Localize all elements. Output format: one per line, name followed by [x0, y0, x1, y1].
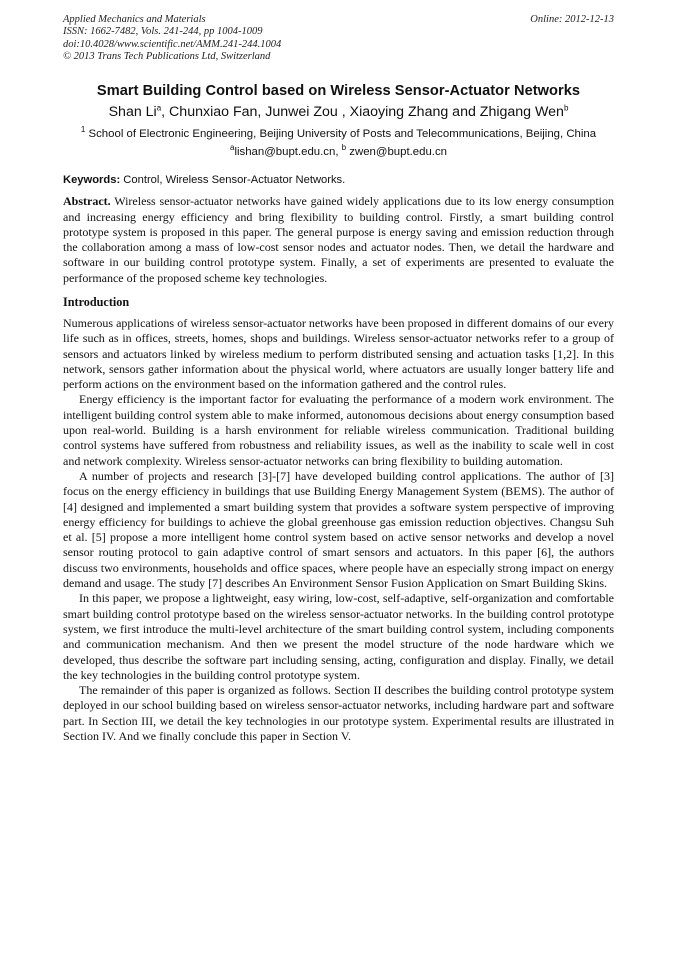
running-header: [63, 14, 614, 64]
author-emails: [63, 143, 614, 159]
paper-title: Smart Building Control based on Wireless Sensor-Actuator Networks: [96, 82, 581, 99]
intro-paragraph-5: The remainder of this paper is organized as follows. Section II describes the building control prototype system deployed in our school building based on wireless sensor-actuator networks, including hardware part and software part. In Section III, we detail the key technologies in our prototype system. Experimental results are illustrated in Section IV. And we finally conclude this paper in Section V.: [63, 683, 614, 744]
doi-line: doi:10.4028/www.scientific.net/AMM.241-244.1004: [63, 38, 282, 50]
abstract: [63, 194, 614, 286]
email-b: zwen@bupt.edu.cn: [346, 146, 447, 159]
abstract-label: Abstract.: [63, 194, 111, 209]
last-author-sup: b: [563, 102, 569, 112]
journal-name: Applied Mechanics and Materials: [63, 14, 206, 25]
affiliation-text: School of Electronic Engineering, Beijing University of Posts and Telecommunications, Beijing, China: [88, 127, 597, 140]
keywords-label: Keywords:: [63, 174, 121, 187]
email-a: lishan@bupt.edu.cn,: [234, 146, 342, 159]
intro-paragraph-1: Numerous applications of wireless sensor-actuator networks have been proposed in different domains of our every life such as in offices, streets, homes, shops and buildings. Wireless sensor-actuator networks refer to a group of sensors and actuators linked by wireless medium to perform distributed sensing and actuation tasks [1,2]. In this network, sensors gather information about the physical world, where actuators are usually longer battery life and perform actions on the environment based on the information gathered and the control rules.: [63, 316, 614, 392]
copyright-line: © 2013 Trans Tech Publications Ltd, Switzerland: [63, 51, 271, 63]
email-sup-a: a: [230, 143, 235, 153]
email-sup-b: b: [341, 143, 347, 153]
author-list: [63, 104, 614, 120]
keywords: [63, 174, 614, 186]
affiliation: [63, 124, 614, 143]
paper-page: [63, 14, 614, 744]
intro-paragraph-4: In this paper, we propose a lightweight, easy wiring, low-cost, self-adaptive, self-organization and comfortable smart building control prototype based on the wireless sensor-actuator networks. In the building control prototype system, we first introduce the multi-level architecture of the smart building control system, including components and communication mechanism. And then we present the model structure of the node hardware which we developed, thus describe the software part including sensing, acting, configuration and display. Finally, we detail the key technologies in the building control prototype system.: [63, 591, 614, 682]
online-date: Online: 2012-12-13: [530, 14, 614, 25]
first-author: Shan Li: [108, 103, 157, 120]
abstract-text: Wireless sensor-actuator networks have gained widely applications due to its low energy consumption and increasing energy efficiency and bring flexibility to building control. Firstly, a smart building control prototype system is proposed in this paper. The general purpose is energy saving and emission reduction through the collaboration among a mass of low-cost sensor nodes and actuator nodes. Then, we detail the hardware and software in our building control prototype system. Finally, a set of experiments are presented to evaluate the performance of the proposed scheme key technologies.: [63, 194, 614, 285]
other-authors: , Chunxiao Fan, Junwei Zou , Xiaoying Zhang and Zhigang Wen: [161, 103, 564, 120]
intro-paragraph-2: Energy efficiency is the important factor for evaluating the performance of a modern work environment. The intelligent building control system able to make informed, autonomous decisions about energy consumption based upon real-world. Building is a harsh environment for reliable wireless communication. Traditional building control systems have suffered from robustness and reliability issues, as well as the inability to scale well in cost and network complexity. Wireless sensor-actuator networks can bring flexibility to building automation.: [63, 392, 614, 468]
affiliation-sup: 1: [80, 124, 86, 134]
section-heading-introduction: Introduction: [63, 295, 130, 309]
issn-line: ISSN: 1662-7482, Vols. 241-244, pp 1004-1009: [63, 26, 263, 38]
first-author-sup: a: [156, 102, 162, 112]
keywords-text: Control, Wireless Sensor-Actuator Networks.: [120, 174, 346, 187]
intro-paragraph-3: A number of projects and research [3]-[7] have developed building control applications. The author of [3] focus on the energy efficiency in buildings that use Building Energy Management System (BEMS). The author of [4] designed and implemented a smart building system that provides a software system perspective of improving energy efficiency for buildings to achieve the global greenhouse gas emission reduction objectives. Changsu Suh et al. [5] propose a more intelligent home control system based on active sensor networks and develop a novel sensor routing protocol to gain adaptive control of smart sensors and actuators. In this paper [6], the authors discuss two environments, households and office spaces, where people have an especially strong impact on energy demand and usage. The study [7] describes An Environment Sensor Fusion Application on Smart Building Skins.: [63, 468, 614, 591]
